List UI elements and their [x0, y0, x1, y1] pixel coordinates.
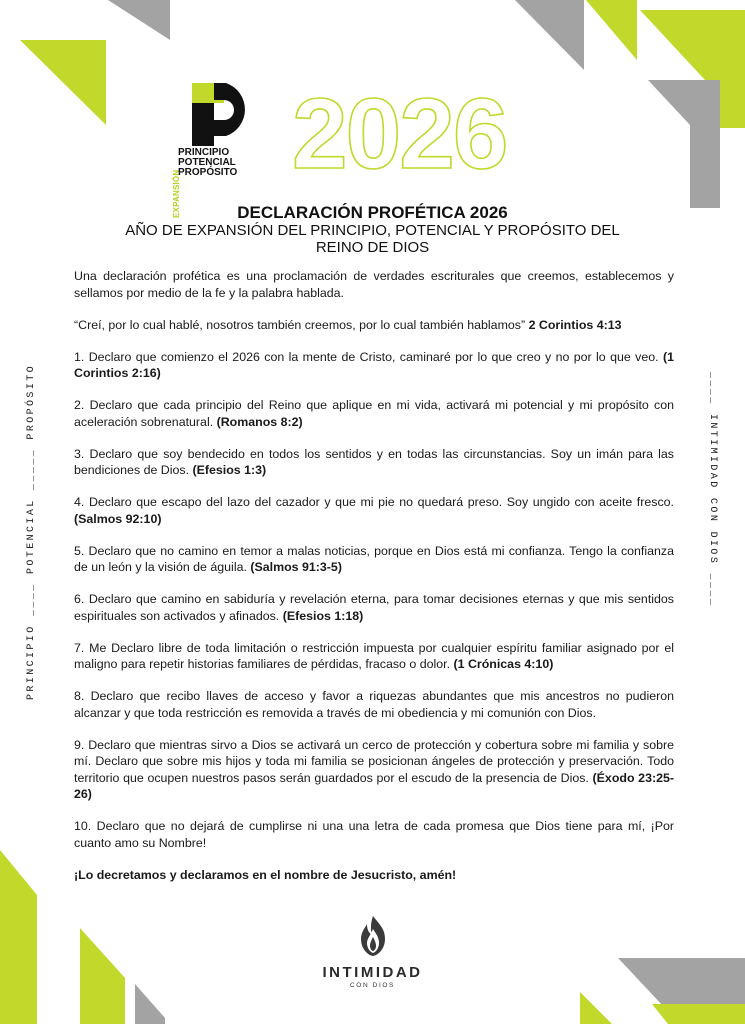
flame-icon — [358, 915, 388, 957]
deco-bottom-right-lime-1 — [580, 992, 612, 1024]
declaration-text: 4. Declaro que escapo del lazo del cazador y que mi pie no quedará preso. Soy ungido con aceite fresco. — [74, 495, 674, 509]
side-text-right: ____ INTIMIDAD CON DIOS ____ — [707, 372, 718, 608]
deco-top-left-gray — [108, 0, 170, 40]
year-outline — [292, 88, 532, 178]
declaration-2 — [74, 397, 674, 430]
footer-sub: CON DIOS — [350, 982, 395, 989]
declaration-body — [74, 268, 674, 899]
subtitle-line-1: AÑO DE EXPANSIÓN DEL PRINCIPIO, POTENCIAL Y PROPÓSITO DEL — [125, 222, 620, 239]
deco-bottom-left-lime-2 — [80, 928, 125, 1024]
declaration-text: 3. Declaro que soy bendecido en todos los sentidos y en todas las circunstancias. Soy un imán para las bendiciones de Dios. — [74, 446, 674, 477]
declaration-text: 5. Declaro que no camino en temor a malas noticias, porque en Dios está mi confianza. Tengo la confianza de un león y la visión de águila. — [74, 543, 674, 574]
logo-vertical-word: EXPANSIÓN — [172, 169, 181, 218]
year-text: 2026 — [292, 88, 507, 178]
deco-bottom-right-lime-2 — [652, 1004, 745, 1024]
declaration-6 — [74, 591, 674, 624]
declaration-text: 2. Declaro que cada principio del Reino que aplique en mi vida, activará mi potencial y mi propósito con aceleración sobrenatural. — [74, 398, 674, 429]
declaration-ref: (Salmos 92:10) — [74, 511, 162, 526]
logo-line-3: PROPÓSITO — [178, 167, 238, 178]
declaration-7 — [74, 640, 674, 673]
declaration-text: 7. Me Declaro libre de toda limitación o restricción impuesta por cualquier espíritu familiar asignado por el maligno para repetir historias familiares de pérdidas, fracaso o dolor. — [74, 640, 674, 671]
declaration-text: 1. Declaro que comienzo el 2026 con la mente de Cristo, caminaré por lo que creo y no por lo que veo. — [74, 349, 659, 364]
declaration-ref: (Romanos 8:2) — [216, 414, 303, 429]
side-text-left: PRINCIPIO ____ POTENCIAL _____ PROPÓSITO — [26, 363, 37, 700]
declaration-4 — [74, 494, 674, 527]
deco-bottom-left-gray — [135, 984, 165, 1024]
deco-top-right-gray-1 — [515, 0, 584, 70]
declaration-10 — [74, 818, 674, 851]
declaration-5 — [74, 543, 674, 576]
declaration-ref: (Éxodo 23:25-26) — [74, 770, 674, 801]
declaration-text: 9. Declaro que mientras sirvo a Dios se activará un cerco de protección y cobertura sobre mi familia y sobre mí. Declaro que sobre mis hijos y toda mi familia se posicionan ángeles de protección y preservación. Todo territorio que ocupen nuestros pasos serán guardados por el escudo de la presencia de Dios. — [74, 737, 674, 785]
quote-ref: 2 Corintios 4:13 — [528, 317, 622, 332]
p-logo-icon — [170, 78, 270, 148]
main-title: DECLARACIÓN PROFÉTICA 2026 — [237, 203, 508, 222]
logo-lines — [178, 148, 237, 178]
intro-paragraph: Una declaración profética es una proclamación de verdades escriturales que creemos, establecemos y sellamos por medio de la fe y la palabra hablada. — [74, 269, 674, 300]
logo-expansion — [170, 78, 270, 218]
declaration-9 — [74, 737, 674, 803]
quote-paragraph — [74, 317, 674, 334]
title-block — [60, 203, 685, 256]
deco-top-right-gray-2 — [648, 80, 720, 208]
declaration-ref: (1 Corintios 2:16) — [74, 349, 674, 380]
subtitle-line-2: REINO DE DIOS — [315, 239, 430, 256]
logo-line-2: POTENCIAL — [178, 157, 236, 168]
deco-top-right-lime-1 — [586, 0, 637, 60]
closing-line: ¡Lo decretamos y declaramos en el nombre de Jesucristo, amén! — [74, 867, 457, 882]
deco-top-left-lime — [20, 40, 106, 125]
footer-brand: INTIMIDAD — [322, 964, 423, 981]
declaration-text: 6. Declaro que camino en sabiduría y revelación eterna, para tomar decisiones eternas y que mis sentidos espirituales son activados y afinados. — [74, 592, 674, 623]
declaration-ref: (Efesios 1:18) — [282, 608, 364, 623]
declaration-ref: (1 Crónicas 4:10) — [453, 657, 554, 671]
quote-text: “Creí, por lo cual hablé, nosotros también creemos, por lo cual también hablamos” — [74, 317, 526, 332]
declaration-8 — [74, 688, 674, 721]
declaration-ref: (Salmos 91:3-5) — [250, 560, 342, 574]
declaration-3 — [74, 446, 674, 479]
declaration-ref: (Efesios 1:3) — [192, 463, 267, 477]
deco-bottom-left-lime-1 — [0, 850, 37, 1024]
declaration-1 — [74, 349, 674, 382]
logo-line-1: PRINCIPIO — [178, 147, 230, 158]
declaration-text: 10. Declaro que no dejará de cumplirse ni una una letra de cada promesa que Dios tiene para mí, ¡Por cuanto amo su Nombre! — [74, 819, 674, 850]
declaration-text: 8. Declaro que recibo llaves de acceso y favor a riquezas abundantes que mis ancestros no pudieron alcanzar y que toda restricción es removida a través de mi obediencia y mi comunión con Dios. — [74, 689, 674, 720]
footer-logo — [300, 915, 445, 989]
